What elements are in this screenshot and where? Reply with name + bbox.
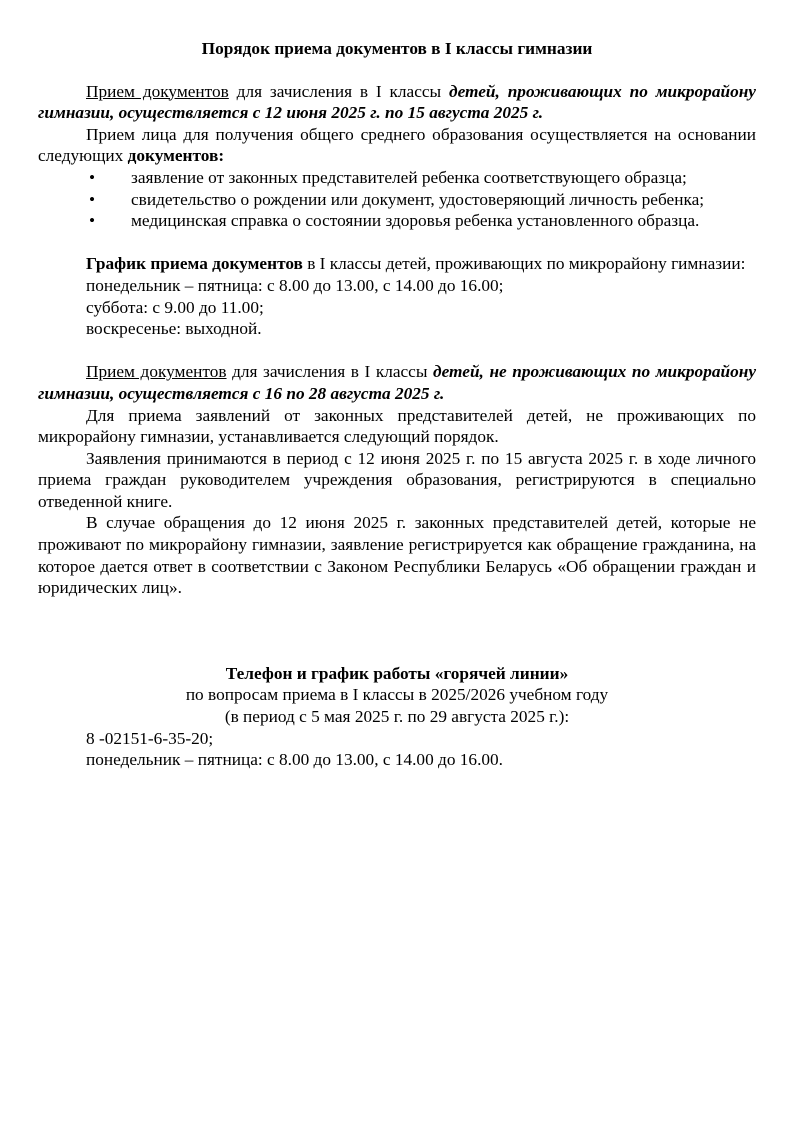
document-title: Порядок приема документов в I классы гимназии [201,39,593,58]
admission-nonresidents-dates: детей, не проживающих по микрорайону гимназии, осуществляется с 16 по 28 августа 2025 г. [38,362,757,403]
list-item [38,189,756,211]
schedule-heading-text: в I классы детей, проживающих по микрорайону гимназии: [302,254,746,274]
required-documents-list [38,167,756,232]
hotline-section [38,663,756,771]
schedule-heading-paragraph [38,253,756,275]
admission-text: для зачисления в I классы [226,362,434,382]
hotline-phone: 8 -02151-6-35-20; [86,728,214,748]
list-item-text: заявление от законных представителей ребенка соответствующего образца; [131,167,687,187]
hotline-subtitle: по вопросам приема в I классы в 2025/2026 учебном году [185,685,609,705]
admission-residents-dates: детей, проживающих по микрорайону гимназии, осуществляется с 12 июня 2025 г. по 15 августа 2025 г. [38,81,756,123]
documents-intro-bold: документов: [127,146,225,166]
bullet-icon: • [88,189,96,209]
schedule-sunday: воскресенье: выходной. [86,319,262,339]
documents-intro-text: Прием лица для получения общего среднего образования осуществляется на основании следующих [38,124,756,166]
list-item-text: свидетельство о рождении или документ, удостоверяющий личность ребенка; [131,189,705,209]
admission-nonresidents-paragraph [38,361,756,404]
schedule-weekdays: понедельник – пятница: с 8.00 до 13.00, с 14.00 до 16.00; [86,275,504,295]
admission-residents-paragraph [38,81,756,124]
list-item [38,167,756,189]
hotline-period: (в период с 5 мая 2025 г. по 29 августа 2025 г.): [224,707,570,727]
hotline-title: Телефон и график работы «горячей линии» [225,663,569,683]
list-item-text: медицинская справка о состоянии здоровья ребенка установленного образца. [131,211,700,231]
schedule-saturday: суббота: с 9.00 до 11.00; [86,297,264,317]
schedule-heading-bold: График приема документов [86,254,303,274]
admission-label: Прием документов [86,81,229,101]
admission-text: для зачисления в I классы [228,81,450,101]
nonresidents-procedure-paragraph: Для приема заявлений от законных представителей детей, не проживающих по микрорайону гимназии, устанавливается следующий порядок. [38,405,756,447]
early-appeal-paragraph: В случае обращения до 12 июня 2025 г. законных представителей детей, которые не проживают по микрорайону гимназии, заявление регистрируется как обращение гражданина, на которое дается ответ в соответствии с Законом Республики Беларусь «Об обращении граждан и юридических лиц». [38,513,756,598]
list-item [38,210,756,232]
documents-intro-paragraph [38,124,756,167]
spacer [38,340,756,362]
bullet-icon: • [88,211,96,231]
hotline-hours: понедельник – пятница: с 8.00 до 13.00, с 14.00 до 16.00. [86,750,503,770]
bullet-icon: • [88,167,96,187]
admission-label: Прием документов [86,362,227,382]
spacer [38,232,756,254]
applications-period-paragraph: Заявления принимаются в период с 12 июня 2025 г. по 15 августа 2025 г. в ходе личного приема граждан руководителем учреждения образования, регистрируются в специально отведенной книге. [38,448,756,511]
